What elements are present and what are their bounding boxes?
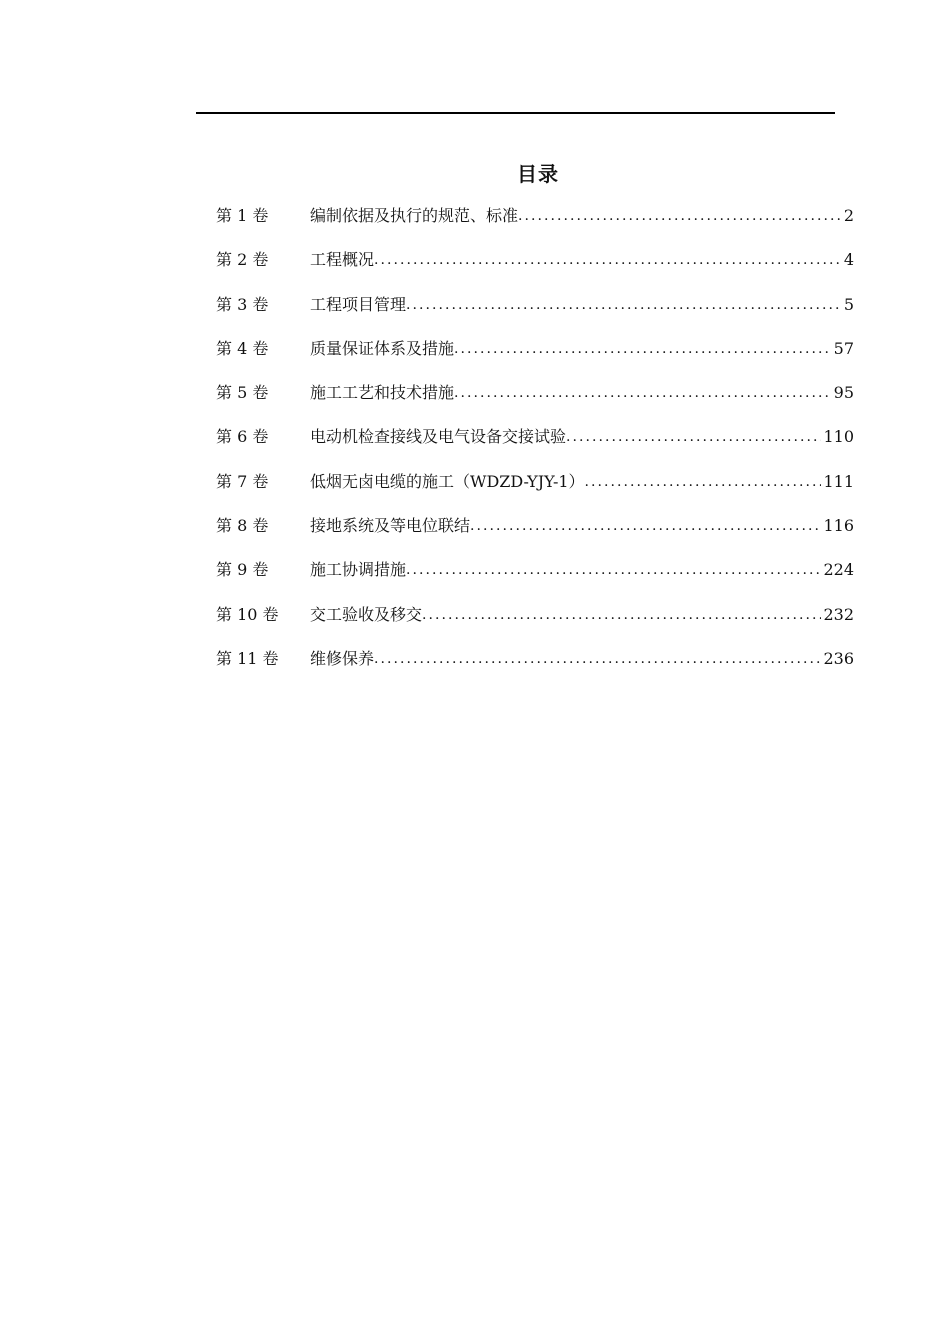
toc-entry-name: 工程概况 — [310, 250, 375, 270]
dot-leader — [518, 201, 842, 231]
toc-entry-name: 低烟无卤电缆的施工（WDZD-YJY-1） — [310, 471, 585, 491]
dot-leader — [585, 467, 822, 497]
toc-entry-name: 施工协调措施 — [310, 560, 407, 580]
toc-volume-label: 第 7 卷 — [216, 471, 269, 491]
dot-leader — [566, 422, 821, 452]
toc-volume-label: 第 3 卷 — [216, 294, 269, 314]
toc-page-number: 224 — [823, 560, 854, 580]
toc-page-number: 95 — [833, 383, 854, 403]
toc-entry-3[interactable] — [216, 290, 854, 334]
toc-entry-name: 工程项目管理 — [310, 294, 407, 314]
toc-volume-label: 第 8 卷 — [216, 516, 269, 536]
toc-page-number: 2 — [843, 206, 854, 225]
toc-entry-8[interactable] — [216, 511, 854, 555]
dot-leader — [374, 245, 842, 275]
toc-volume-label: 第 1 卷 — [216, 206, 269, 225]
toc-entry-name: 交工验收及移交 — [310, 604, 423, 624]
toc-entry-name: 编制依据及执行的规范、标准 — [310, 206, 519, 225]
toc-volume-label: 第 2 卷 — [216, 250, 269, 270]
toc-entry-11[interactable] — [216, 644, 854, 688]
toc-volume-label: 第 10 卷 — [216, 604, 279, 624]
dot-leader — [470, 511, 821, 541]
toc-entry-4[interactable] — [216, 334, 854, 378]
toc-volume-label: 第 9 卷 — [216, 560, 269, 580]
toc-entry-5[interactable] — [216, 378, 854, 422]
toc-entry-9[interactable] — [216, 555, 854, 599]
toc-entry-name: 质量保证体系及措施 — [310, 338, 455, 358]
dot-leader — [454, 334, 832, 364]
toc-volume-label: 第 5 卷 — [216, 383, 269, 403]
dot-leader — [454, 378, 832, 408]
toc-entry-10[interactable] — [216, 600, 854, 644]
toc-title: 目录 — [517, 162, 559, 186]
toc-volume-label: 第 11 卷 — [216, 648, 279, 668]
dot-leader — [406, 555, 821, 585]
toc-page-number: 232 — [823, 604, 854, 624]
toc-entry-name: 接地系统及等电位联结 — [310, 516, 471, 536]
toc-page-number: 236 — [823, 648, 854, 668]
toc-entry-2[interactable] — [216, 245, 854, 289]
toc-entry-name: 维修保养 — [310, 648, 375, 668]
toc-page-number: 110 — [823, 427, 854, 447]
toc-entry-7[interactable] — [216, 467, 854, 511]
toc-volume-label: 第 6 卷 — [216, 427, 269, 447]
toc-page-number: 4 — [843, 250, 854, 270]
toc-entry-name: 施工工艺和技术措施 — [310, 383, 455, 403]
dot-leader — [422, 600, 821, 630]
toc-list — [216, 201, 854, 688]
dot-leader — [374, 644, 821, 674]
toc-page-number: 57 — [833, 338, 854, 358]
toc-entry-name: 电动机检查接线及电气设备交接试验 — [310, 427, 567, 447]
toc-volume-label: 第 4 卷 — [216, 338, 269, 358]
toc-page-number: 5 — [843, 294, 854, 314]
toc-entry-6[interactable] — [216, 422, 854, 466]
toc-page-number: 111 — [823, 471, 854, 491]
header-rule — [196, 112, 835, 114]
dot-leader — [406, 290, 842, 320]
toc-entry-1[interactable] — [216, 201, 854, 245]
toc-page-number: 116 — [823, 516, 854, 536]
